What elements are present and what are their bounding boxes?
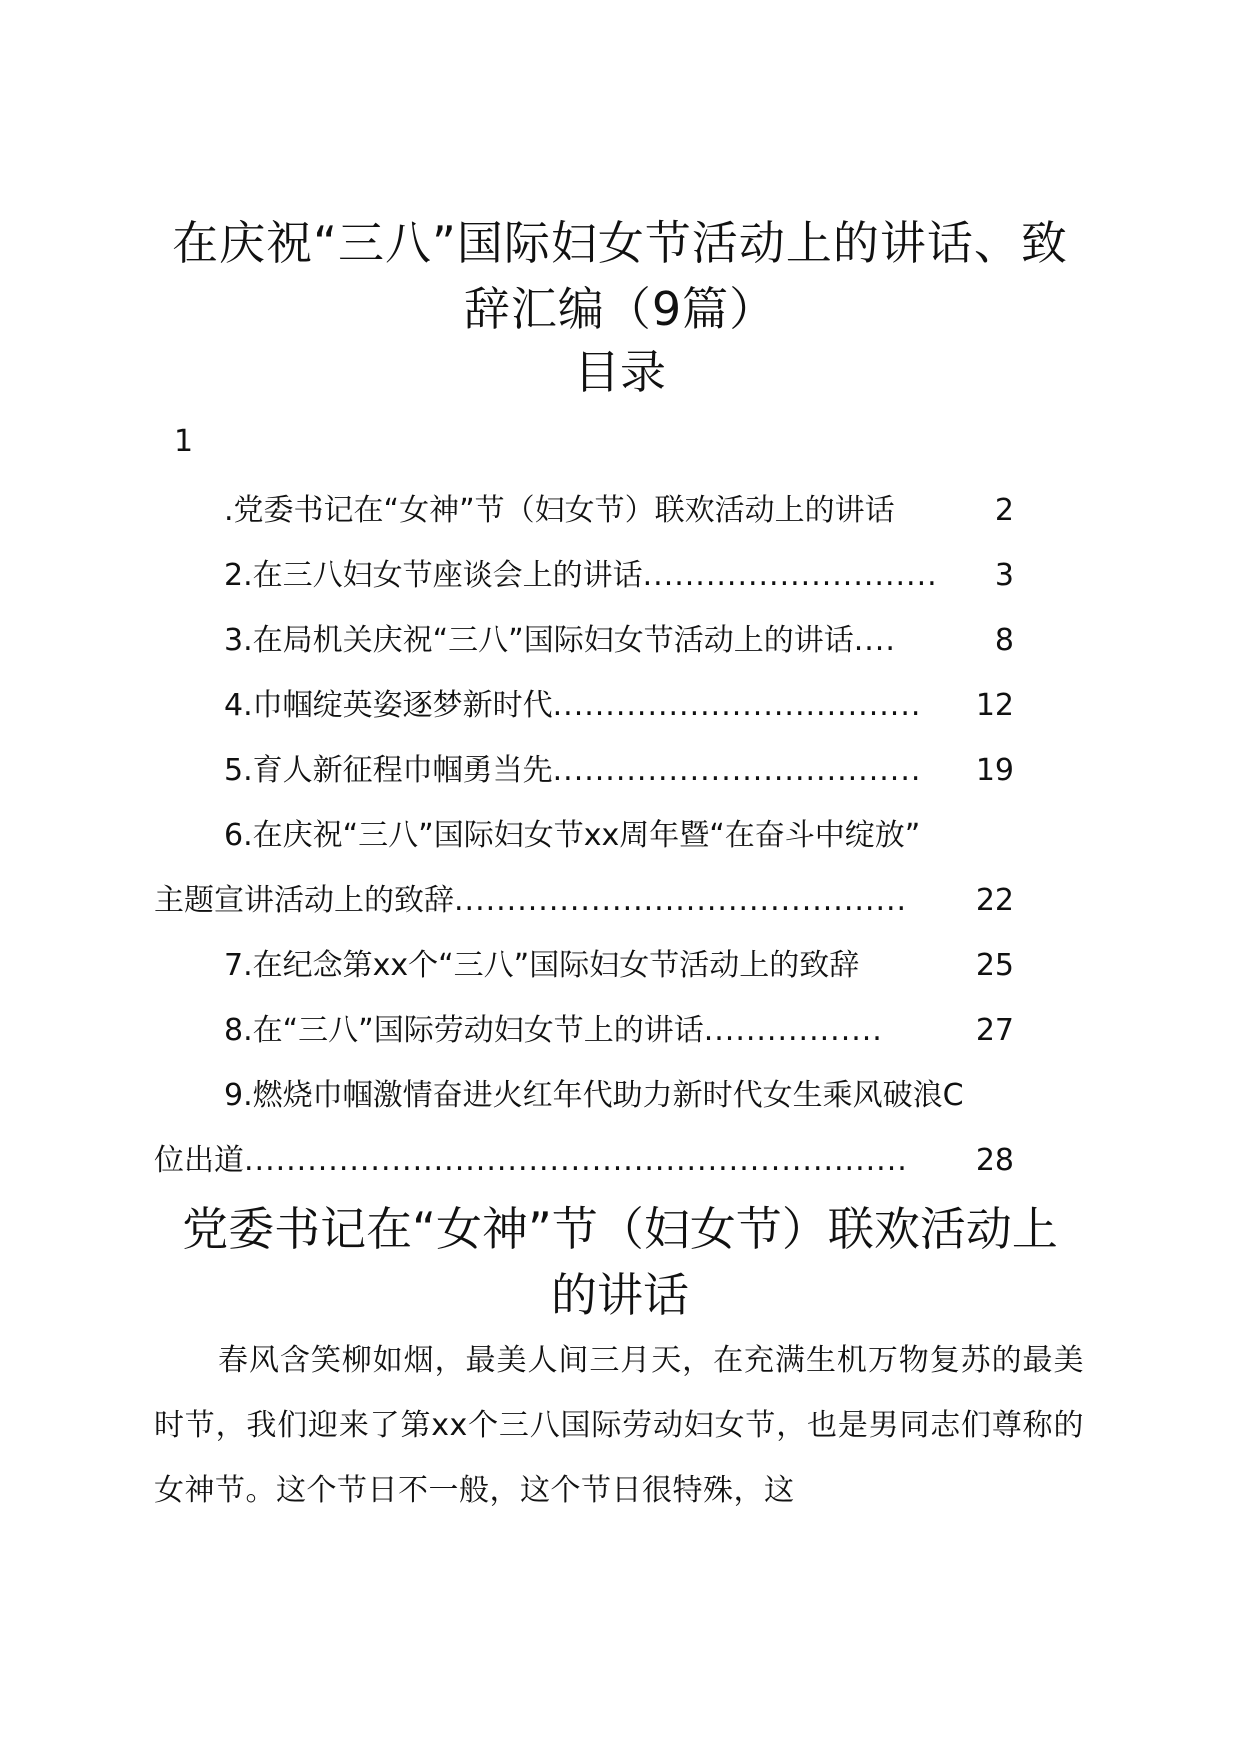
toc-entry-text: 8.在“三八”国际劳动妇女节上的讲话: [224, 1013, 704, 1048]
table-of-contents: [154, 478, 1084, 1193]
toc-entry-1[interactable]: [154, 478, 1084, 543]
section-title: [150, 1196, 1090, 1328]
toc-leader-dots: ............................: [642, 558, 938, 593]
toc-page-number: 27: [975, 1013, 1014, 1048]
toc-page-number: 25: [975, 948, 1014, 983]
toc-page-number: 22: [975, 883, 1014, 918]
document-title-line-1: 在庆祝“三八”国际妇女节活动上的讲话、致: [172, 216, 1068, 270]
toc-page-number: 3: [994, 558, 1014, 593]
toc-entry-6-continued[interactable]: [154, 868, 1084, 933]
toc-page-number: 19: [975, 753, 1014, 788]
toc-leader-dots: .................: [703, 1013, 883, 1048]
toc-page-number: 2: [994, 493, 1014, 528]
toc-entry-text: 4.巾帼绽英姿逐梦新时代: [224, 688, 553, 723]
toc-entry-2[interactable]: [154, 543, 1084, 608]
toc-entry-text: 6.在庆祝“三八”国际妇女节xx周年暨“在奋斗中绽放”: [224, 818, 921, 853]
toc-entry-4[interactable]: [154, 673, 1084, 738]
toc-entry-text: 7.在纪念第xx个“三八”国际妇女节活动上的致辞: [224, 948, 860, 983]
toc-entry-7[interactable]: [154, 933, 1084, 998]
toc-entry-5[interactable]: [154, 738, 1084, 803]
toc-leader-dots: ....: [853, 623, 896, 658]
toc-entry-9-continued[interactable]: [154, 1128, 1084, 1193]
section-title-line-1: 党委书记在“女神”节（妇女节）联欢活动上: [182, 1202, 1058, 1256]
toc-entry-text: 3.在局机关庆祝“三八”国际妇女节活动上的讲话: [224, 623, 854, 658]
toc-page-number: 8: [994, 623, 1014, 658]
toc-entry-text: .党委书记在“女神”节（妇女节）联欢活动上的讲话: [224, 493, 895, 528]
toc-entry-6[interactable]: [154, 803, 1084, 868]
toc-page-number: 12: [975, 688, 1014, 723]
toc-leader-dots: ...................................: [552, 688, 922, 723]
toc-entry-text-continued: 位出道: [154, 1143, 244, 1178]
toc-entry-8[interactable]: [154, 998, 1084, 1063]
body-paragraph: 春风含笑柳如烟，最美人间三月天，在充满生机万物复苏的最美时节，我们迎来了第xx个三八国际劳动妇女节，也是男同志们尊称的女神节。这个节日不一般，这个节日很特殊，这: [154, 1343, 1084, 1508]
toc-first-number: 1: [174, 424, 194, 459]
toc-entry-9[interactable]: [154, 1063, 1084, 1128]
toc-heading: 目录: [574, 345, 666, 399]
toc-leader-dots: ...........................................: [454, 883, 908, 918]
toc-entry-text: 2.在三八妇女节座谈会上的讲话: [224, 558, 643, 593]
section-title-line-2: 的讲话: [551, 1268, 689, 1322]
toc-leader-dots: ...................................: [552, 753, 922, 788]
toc-leader-dots: ...............................................................: [244, 1143, 908, 1178]
toc-entry-text: 5.育人新征程巾帼勇当先: [224, 753, 553, 788]
document-title: [150, 210, 1090, 342]
toc-entry-text: 9.燃烧巾帼激情奋进火红年代助力新时代女生乘风破浪C: [224, 1078, 964, 1113]
toc-page-number: 28: [975, 1143, 1014, 1178]
document-title-line-2: 辞汇编（9篇）: [463, 282, 777, 336]
toc-entry-text-continued: 主题宣讲活动上的致辞: [154, 883, 454, 918]
toc-entry-3[interactable]: [154, 608, 1084, 673]
